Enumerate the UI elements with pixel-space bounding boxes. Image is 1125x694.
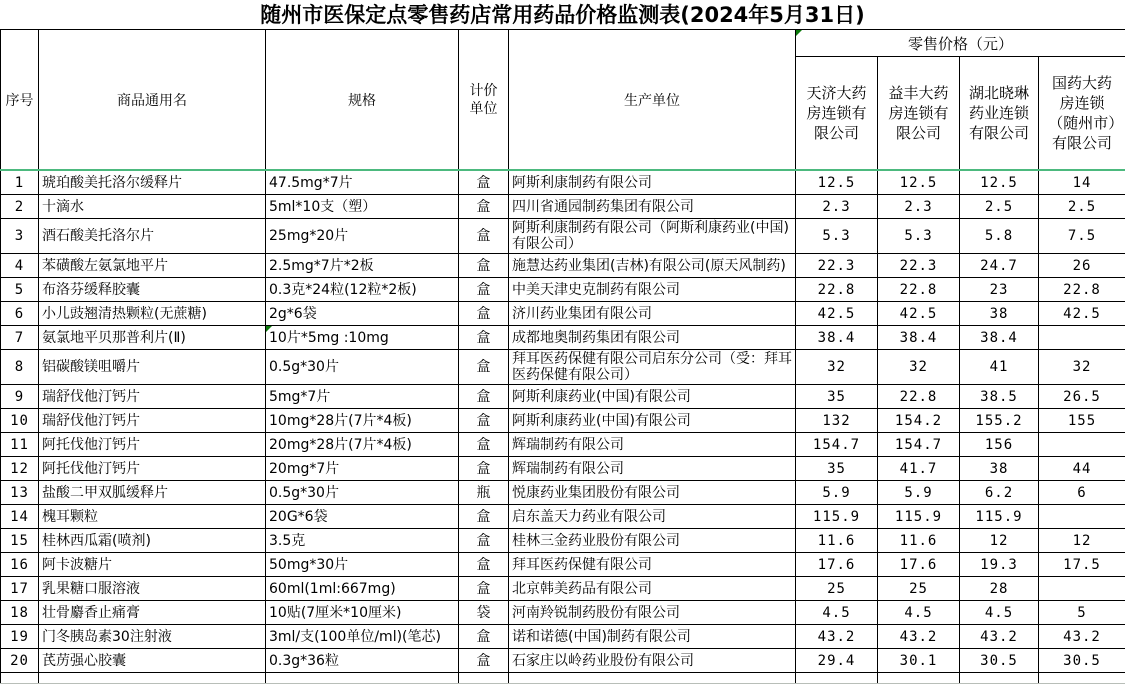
price-pharmacy-4-cell[interactable] [1039, 505, 1125, 529]
col-header-name[interactable]: 商品通用名 [39, 30, 266, 171]
cell-error-indicator-icon [796, 30, 802, 36]
pricing-unit-cell[interactable]: 盒 [459, 529, 509, 553]
row-index-cell[interactable]: 3 [1, 219, 39, 254]
drug-name-cell[interactable]: 槐耳颗粒 [39, 505, 266, 529]
row-index-cell[interactable]: 18 [1, 601, 39, 625]
pricing-unit-cell[interactable]: 盒 [459, 278, 509, 302]
price-pharmacy-3-cell[interactable]: 156 [960, 433, 1039, 457]
manufacturer-cell[interactable]: 桂林三金药业股份有限公司 [509, 529, 796, 553]
drug-spec-cell[interactable]: 2.5mg*7片*2板 [266, 254, 459, 278]
drug-name-cell[interactable]: 苯磺酸左氨氯地平片 [39, 254, 266, 278]
pricing-unit-cell[interactable]: 盒 [459, 195, 509, 219]
price-pharmacy-4-cell[interactable]: 32 [1039, 350, 1125, 385]
drug-name-cell[interactable]: 乳果糖口服溶液 [39, 577, 266, 601]
drug-spec-cell[interactable] [266, 673, 459, 684]
manufacturer-cell[interactable]: 辉瑞制药有限公司 [509, 457, 796, 481]
drug-spec-cell[interactable]: 50mg*30片 [266, 553, 459, 577]
manufacturer-cell[interactable]: 诺和诺德(中国)制药有限公司 [509, 625, 796, 649]
drug-name-cell[interactable]: 氨氯地平贝那普利片(Ⅱ) [39, 326, 266, 350]
price-pharmacy-3-cell[interactable]: 28 [960, 577, 1039, 601]
table-row [1, 170, 1125, 195]
row-index-cell[interactable]: 15 [1, 529, 39, 553]
row-index-cell[interactable]: 5 [1, 278, 39, 302]
table-row [1, 649, 1125, 673]
price-pharmacy-4-cell[interactable]: 44 [1039, 457, 1125, 481]
row-index-cell[interactable]: 19 [1, 625, 39, 649]
price-pharmacy-4-cell[interactable]: 6 [1039, 481, 1125, 505]
manufacturer-cell[interactable]: 施慧达药业集团(吉林)有限公司(原天风制药) [509, 254, 796, 278]
row-index-cell[interactable]: 10 [1, 409, 39, 433]
price-pharmacy-2-cell[interactable]: 5.9 [878, 481, 960, 505]
price-pharmacy-3-cell[interactable] [960, 673, 1039, 684]
price-pharmacy-2-cell[interactable]: 154.7 [878, 433, 960, 457]
price-pharmacy-3-cell[interactable]: 38 [960, 457, 1039, 481]
price-pharmacy-3-cell[interactable]: 19.3 [960, 553, 1039, 577]
drug-name-cell[interactable]: 芪苈强心胶囊 [39, 649, 266, 673]
drug-name-cell[interactable]: 酒石酸美托洛尔片 [39, 219, 266, 254]
table-row [1, 601, 1125, 625]
row-index-cell[interactable]: 8 [1, 350, 39, 385]
drug-spec-cell[interactable]: 10贴(7厘米*10厘米) [266, 601, 459, 625]
manufacturer-cell[interactable]: 拜耳医药保健有限公司启东分公司（受：拜耳医药保健有限公司） [509, 350, 796, 385]
price-pharmacy-3-cell[interactable]: 38.4 [960, 326, 1039, 350]
manufacturer-cell[interactable]: 河南羚锐制药股份有限公司 [509, 601, 796, 625]
drug-spec-cell[interactable] [266, 326, 459, 350]
row-index-cell[interactable]: 9 [1, 385, 39, 409]
price-pharmacy-2-cell[interactable]: 5.3 [878, 219, 960, 254]
drug-name-cell[interactable]: 桂林西瓜霜(喷剂) [39, 529, 266, 553]
drug-spec-cell[interactable]: 0.3g*36粒 [266, 649, 459, 673]
row-index-cell[interactable]: 2 [1, 195, 39, 219]
row-index-cell[interactable]: 1 [1, 170, 39, 195]
drug-name-cell[interactable]: 阿托伐他汀钙片 [39, 457, 266, 481]
drug-price-table [0, 29, 1125, 684]
row-index-cell[interactable]: 7 [1, 326, 39, 350]
row-index-cell[interactable]: 11 [1, 433, 39, 457]
manufacturer-cell[interactable] [509, 673, 796, 684]
table-row [1, 409, 1125, 433]
price-pharmacy-2-cell[interactable]: 32 [878, 350, 960, 385]
pricing-unit-cell[interactable]: 盒 [459, 505, 509, 529]
drug-spec-cell[interactable]: 3.5克 [266, 529, 459, 553]
price-pharmacy-1-cell[interactable]: 35 [796, 385, 878, 409]
price-pharmacy-1-cell[interactable]: 12.5 [796, 170, 878, 195]
pricing-unit-cell[interactable]: 盒 [459, 350, 509, 385]
price-pharmacy-2-cell[interactable]: 22.8 [878, 278, 960, 302]
col-header-pharmacy-4[interactable]: 国药大药房连锁（随州市）有限公司 [1039, 57, 1125, 171]
manufacturer-cell[interactable]: 四川省通园制药集团有限公司 [509, 195, 796, 219]
price-pharmacy-2-cell[interactable]: 2.3 [878, 195, 960, 219]
drug-spec-cell[interactable]: 0.3克*24粒(12粒*2板) [266, 278, 459, 302]
row-index-cell[interactable]: 12 [1, 457, 39, 481]
price-pharmacy-2-cell[interactable]: 43.2 [878, 625, 960, 649]
price-pharmacy-2-cell[interactable]: 22.3 [878, 254, 960, 278]
drug-spec-cell[interactable]: 2g*6袋 [266, 302, 459, 326]
price-pharmacy-1-cell[interactable]: 29.4 [796, 649, 878, 673]
pricing-unit-cell[interactable]: 盒 [459, 409, 509, 433]
drug-spec-cell[interactable]: 5ml*10支（塑） [266, 195, 459, 219]
drug-spec-cell[interactable]: 20G*6袋 [266, 505, 459, 529]
drug-name-cell[interactable]: 阿托伐他汀钙片 [39, 433, 266, 457]
pricing-unit-cell[interactable]: 盒 [459, 553, 509, 577]
table-row-partial [1, 673, 1125, 684]
drug-spec-cell[interactable]: 5mg*7片 [266, 385, 459, 409]
price-pharmacy-2-cell[interactable]: 25 [878, 577, 960, 601]
price-pharmacy-1-cell[interactable]: 11.6 [796, 529, 878, 553]
price-pharmacy-3-cell[interactable]: 41 [960, 350, 1039, 385]
price-pharmacy-3-cell[interactable]: 43.2 [960, 625, 1039, 649]
price-pharmacy-1-cell[interactable]: 4.5 [796, 601, 878, 625]
price-pharmacy-1-cell[interactable]: 32 [796, 350, 878, 385]
table-row [1, 625, 1125, 649]
table-row [1, 326, 1125, 350]
drug-spec-cell[interactable]: 10mg*28片(7片*4板) [266, 409, 459, 433]
price-pharmacy-4-cell[interactable]: 17.5 [1039, 553, 1125, 577]
price-pharmacy-3-cell[interactable]: 12.5 [960, 170, 1039, 195]
price-pharmacy-4-cell[interactable]: 155 [1039, 409, 1125, 433]
pricing-unit-cell[interactable]: 盒 [459, 385, 509, 409]
row-index-cell[interactable]: 14 [1, 505, 39, 529]
drug-spec-cell[interactable]: 3ml/支(100单位/ml)(笔芯) [266, 625, 459, 649]
table-row [1, 385, 1125, 409]
drug-spec-cell[interactable]: 20mg*7片 [266, 457, 459, 481]
price-pharmacy-4-cell[interactable]: 7.5 [1039, 219, 1125, 254]
price-pharmacy-4-cell[interactable] [1039, 673, 1125, 684]
manufacturer-cell[interactable]: 中美天津史克制药有限公司 [509, 278, 796, 302]
price-pharmacy-2-cell[interactable]: 22.8 [878, 385, 960, 409]
drug-name-cell[interactable]: 盐酸二甲双胍缓释片 [39, 481, 266, 505]
row-index-cell[interactable]: 13 [1, 481, 39, 505]
price-pharmacy-3-cell[interactable]: 23 [960, 278, 1039, 302]
col-header-unit[interactable]: 计价 单位 [459, 30, 509, 171]
manufacturer-cell[interactable]: 拜耳医药保健有限公司 [509, 553, 796, 577]
manufacturer-cell[interactable]: 成都地奥制药集团有限公司 [509, 326, 796, 350]
price-pharmacy-4-cell[interactable]: 2.5 [1039, 195, 1125, 219]
price-pharmacy-1-cell[interactable] [796, 673, 878, 684]
table-row [1, 481, 1125, 505]
price-pharmacy-4-cell[interactable]: 30.5 [1039, 649, 1125, 673]
drug-spec-cell[interactable]: 25mg*20片 [266, 219, 459, 254]
col-header-spec[interactable]: 规格 [266, 30, 459, 171]
drug-name-cell[interactable]: 琥珀酸美托洛尔缓释片 [39, 170, 266, 195]
table-row [1, 433, 1125, 457]
price-pharmacy-4-cell[interactable]: 43.2 [1039, 625, 1125, 649]
price-pharmacy-1-cell[interactable]: 42.5 [796, 302, 878, 326]
drug-name-cell[interactable]: 瑞舒伐他汀钙片 [39, 409, 266, 433]
price-pharmacy-3-cell[interactable]: 38.5 [960, 385, 1039, 409]
drug-name-cell[interactable]: 小儿豉翘清热颗粒(无蔗糖) [39, 302, 266, 326]
drug-spec-cell[interactable]: 0.5g*30片 [266, 481, 459, 505]
price-pharmacy-3-cell[interactable]: 155.2 [960, 409, 1039, 433]
row-index-cell[interactable]: 4 [1, 254, 39, 278]
drug-spec-cell[interactable]: 47.5mg*7片 [266, 170, 459, 195]
price-pharmacy-2-cell[interactable]: 11.6 [878, 529, 960, 553]
price-pharmacy-4-cell[interactable]: 42.5 [1039, 302, 1125, 326]
price-pharmacy-1-cell[interactable]: 17.6 [796, 553, 878, 577]
table-row [1, 505, 1125, 529]
pricing-unit-cell[interactable]: 袋 [459, 601, 509, 625]
pricing-unit-cell[interactable]: 盒 [459, 254, 509, 278]
pricing-unit-cell[interactable]: 瓶 [459, 481, 509, 505]
row-index-cell[interactable]: 6 [1, 302, 39, 326]
manufacturer-cell[interactable]: 济川药业集团有限公司 [509, 302, 796, 326]
manufacturer-cell[interactable]: 北京韩美药品有限公司 [509, 577, 796, 601]
col-header-pharmacy-2[interactable]: 益丰大药房连锁有限公司 [878, 57, 960, 171]
price-pharmacy-3-cell[interactable]: 4.5 [960, 601, 1039, 625]
drug-spec-text: 10片*5mg :10mg [269, 329, 389, 346]
price-pharmacy-2-cell[interactable]: 4.5 [878, 601, 960, 625]
price-pharmacy-2-cell[interactable]: 30.1 [878, 649, 960, 673]
price-pharmacy-3-cell[interactable]: 6.2 [960, 481, 1039, 505]
pricing-unit-cell[interactable] [459, 673, 509, 684]
price-pharmacy-2-cell[interactable]: 154.2 [878, 409, 960, 433]
col-header-index[interactable]: 序号 [1, 30, 39, 171]
page-title: 随州市医保定点零售药店常用药品价格监测表(2024年5月31日) [260, 3, 865, 27]
price-pharmacy-2-cell[interactable]: 41.7 [878, 457, 960, 481]
manufacturer-cell[interactable]: 阿斯利康药业(中国)有限公司 [509, 385, 796, 409]
price-pharmacy-3-cell[interactable]: 12 [960, 529, 1039, 553]
row-index-cell[interactable]: 16 [1, 553, 39, 577]
price-pharmacy-1-cell[interactable]: 22.8 [796, 278, 878, 302]
price-pharmacy-3-cell[interactable]: 115.9 [960, 505, 1039, 529]
col-header-pharmacy-1[interactable]: 天济大药房连锁有限公司 [796, 57, 878, 171]
price-pharmacy-1-cell[interactable]: 22.3 [796, 254, 878, 278]
price-pharmacy-4-cell[interactable]: 14 [1039, 170, 1125, 195]
manufacturer-cell[interactable]: 阿斯利康制药有限公司（阿斯利康药业(中国)有限公司） [509, 219, 796, 254]
cell-error-indicator-icon [266, 326, 272, 332]
price-pharmacy-3-cell[interactable]: 24.7 [960, 254, 1039, 278]
drug-name-cell[interactable]: 布洛芬缓释胶囊 [39, 278, 266, 302]
manufacturer-cell[interactable]: 辉瑞制药有限公司 [509, 433, 796, 457]
price-pharmacy-1-cell[interactable]: 132 [796, 409, 878, 433]
table-row [1, 577, 1125, 601]
drug-name-cell[interactable]: 铝碳酸镁咀嚼片 [39, 350, 266, 385]
pricing-unit-cell[interactable]: 盒 [459, 170, 509, 195]
pricing-unit-cell[interactable]: 盒 [459, 326, 509, 350]
price-pharmacy-1-cell[interactable]: 38.4 [796, 326, 878, 350]
manufacturer-cell[interactable]: 启东盖天力药业有限公司 [509, 505, 796, 529]
manufacturer-cell[interactable]: 阿斯利康制药有限公司 [509, 170, 796, 195]
table-row [1, 350, 1125, 385]
price-pharmacy-4-cell[interactable]: 26 [1039, 254, 1125, 278]
table-row [1, 195, 1125, 219]
price-pharmacy-1-cell[interactable]: 35 [796, 457, 878, 481]
price-pharmacy-4-cell[interactable]: 26.5 [1039, 385, 1125, 409]
price-pharmacy-2-cell[interactable]: 42.5 [878, 302, 960, 326]
pricing-unit-cell[interactable]: 盒 [459, 457, 509, 481]
manufacturer-cell[interactable]: 阿斯利康药业(中国)有限公司 [509, 409, 796, 433]
pricing-unit-cell[interactable]: 盒 [459, 625, 509, 649]
drug-spec-cell[interactable]: 20mg*28片(7片*4板) [266, 433, 459, 457]
price-pharmacy-1-cell[interactable]: 25 [796, 577, 878, 601]
table-row [1, 254, 1125, 278]
pricing-unit-cell[interactable]: 盒 [459, 302, 509, 326]
col-header-price-group[interactable] [796, 30, 1125, 57]
price-pharmacy-4-cell[interactable] [1039, 326, 1125, 350]
col-header-maker[interactable]: 生产单位 [509, 30, 796, 171]
price-pharmacy-2-cell[interactable]: 115.9 [878, 505, 960, 529]
drug-name-cell[interactable]: 十滴水 [39, 195, 266, 219]
price-pharmacy-4-cell[interactable] [1039, 577, 1125, 601]
price-pharmacy-1-cell[interactable]: 115.9 [796, 505, 878, 529]
table-row [1, 553, 1125, 577]
price-pharmacy-4-cell[interactable] [1039, 433, 1125, 457]
drug-name-cell[interactable]: 瑞舒伐他汀钙片 [39, 385, 266, 409]
price-pharmacy-1-cell[interactable]: 43.2 [796, 625, 878, 649]
price-pharmacy-2-cell[interactable]: 12.5 [878, 170, 960, 195]
pricing-unit-cell[interactable]: 盒 [459, 219, 509, 254]
price-pharmacy-1-cell[interactable]: 5.9 [796, 481, 878, 505]
price-pharmacy-4-cell[interactable]: 22.8 [1039, 278, 1125, 302]
pricing-unit-cell[interactable]: 盒 [459, 577, 509, 601]
drug-spec-cell[interactable]: 60ml(1ml:667mg) [266, 577, 459, 601]
drug-name-cell[interactable]: 阿卡波糖片 [39, 553, 266, 577]
table-row [1, 457, 1125, 481]
table-row [1, 219, 1125, 254]
row-index-cell[interactable]: 17 [1, 577, 39, 601]
table-row [1, 278, 1125, 302]
price-pharmacy-1-cell[interactable]: 2.3 [796, 195, 878, 219]
drug-name-cell[interactable]: 门冬胰岛素30注射液 [39, 625, 266, 649]
manufacturer-cell[interactable]: 悦康药业集团股份有限公司 [509, 481, 796, 505]
price-pharmacy-4-cell[interactable]: 5 [1039, 601, 1125, 625]
price-pharmacy-1-cell[interactable]: 154.7 [796, 433, 878, 457]
price-pharmacy-4-cell[interactable]: 12 [1039, 529, 1125, 553]
row-index-cell[interactable] [1, 673, 39, 684]
price-pharmacy-2-cell[interactable]: 17.6 [878, 553, 960, 577]
pricing-unit-cell[interactable]: 盒 [459, 649, 509, 673]
row-index-cell[interactable]: 20 [1, 649, 39, 673]
drug-name-cell[interactable]: 壮骨麝香止痛膏 [39, 601, 266, 625]
price-pharmacy-1-cell[interactable]: 5.3 [796, 219, 878, 254]
table-row [1, 529, 1125, 553]
col-header-pharmacy-3[interactable]: 湖北晓琳药业连锁有限公司 [960, 57, 1039, 171]
price-pharmacy-3-cell[interactable]: 30.5 [960, 649, 1039, 673]
table-row [1, 302, 1125, 326]
price-pharmacy-3-cell[interactable]: 38 [960, 302, 1039, 326]
pricing-unit-cell[interactable]: 盒 [459, 433, 509, 457]
manufacturer-cell[interactable]: 石家庄以岭药业股份有限公司 [509, 649, 796, 673]
price-group-label: 零售价格（元） [908, 34, 1014, 53]
price-pharmacy-2-cell[interactable]: 38.4 [878, 326, 960, 350]
drug-spec-cell[interactable]: 0.5g*30片 [266, 350, 459, 385]
drug-name-cell[interactable] [39, 673, 266, 684]
price-pharmacy-3-cell[interactable]: 2.5 [960, 195, 1039, 219]
price-pharmacy-2-cell[interactable] [878, 673, 960, 684]
price-pharmacy-3-cell[interactable]: 5.8 [960, 219, 1039, 254]
